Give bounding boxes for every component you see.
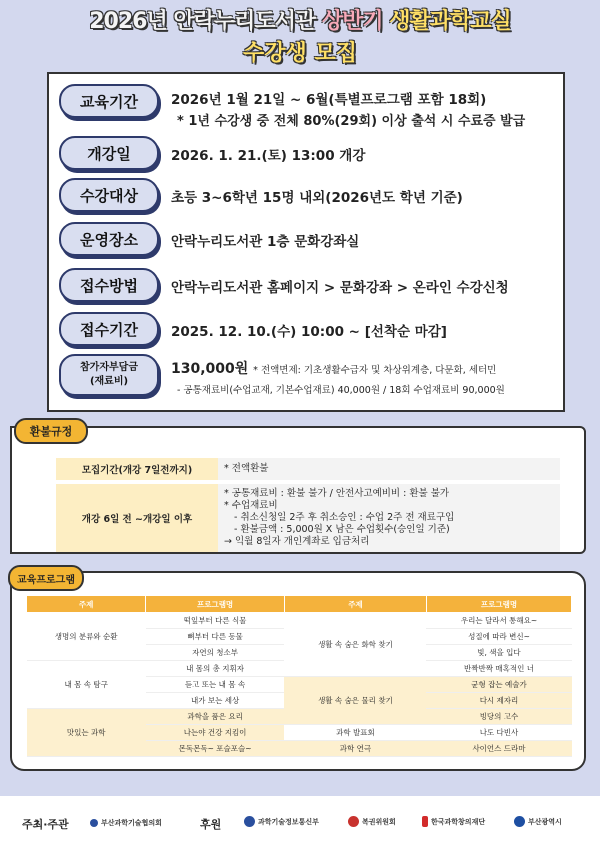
refund-tag: 환불규정 bbox=[14, 418, 88, 444]
refund-line: * 공통재료비 : 환불 불가 / 안전사고예비비 : 환불 불가 bbox=[224, 488, 450, 499]
program-cell: 듣고 또는 내 몸 속 bbox=[146, 677, 285, 693]
refund-line: - 취소신청일 2주 후 취소승인 : 수업 2주 전 재료구입 bbox=[234, 512, 455, 523]
sponsor-3 bbox=[422, 816, 485, 827]
header-program-2: 프로그램명 bbox=[426, 596, 571, 613]
sponsor-name: 한국과학창의재단 bbox=[431, 817, 486, 826]
program-cell: 사이언스 드라마 bbox=[426, 741, 571, 757]
program-cell: 빙당의 고수 bbox=[426, 709, 571, 725]
program-tag: 교육프로그램 bbox=[8, 565, 84, 591]
program-cell: 나도 다빈사 bbox=[426, 725, 571, 741]
info-value: 초등 3~6학년 15명 내외(2026년도 학년 기준) bbox=[171, 190, 463, 206]
refund-card bbox=[10, 426, 586, 554]
program-card bbox=[10, 571, 586, 771]
logo-icon bbox=[422, 816, 428, 827]
host-org-name: 부산과학기술협의회 bbox=[101, 819, 162, 827]
sponsor-name: 과학기술정보통신부 bbox=[258, 817, 319, 826]
program-cell: 나는야 건강 지킴이 bbox=[146, 725, 285, 741]
program-cell: 내 몸의 총 지휘자 bbox=[146, 661, 285, 677]
fee-exempt: * 전액면제: 기초생활수급자 및 차상위계층, 다문화, 세터민 bbox=[253, 365, 497, 376]
program-cell: 과학을 품은 요리 bbox=[146, 709, 285, 725]
logo-icon bbox=[514, 816, 525, 827]
sponsor-1 bbox=[244, 816, 319, 827]
info-note: * 1년 수강생 중 전체 80%(29회) 이상 출석 시 수료증 발급 bbox=[177, 114, 526, 129]
label-pill: 접수기간 bbox=[59, 312, 159, 346]
theme-cell: 과학 발표회 bbox=[284, 725, 426, 741]
fee-row bbox=[171, 358, 496, 378]
refund-table bbox=[56, 454, 560, 556]
theme-cell: 내 몸 속 탐구 bbox=[27, 661, 146, 709]
program-cell: 성질에 따라 변신~ bbox=[426, 629, 571, 645]
program-cell: 내가 보는 세상 bbox=[146, 693, 285, 709]
fee-label-sub: (재료비) bbox=[89, 376, 129, 387]
header-theme: 주제 bbox=[27, 596, 146, 613]
label-pill: 접수방법 bbox=[59, 268, 159, 302]
fee-amount: 130,000원 bbox=[171, 361, 249, 377]
poster-subtitle: 수강생 모집 bbox=[243, 41, 357, 66]
logo-icon bbox=[348, 816, 359, 827]
table-row bbox=[27, 613, 572, 629]
info-value: 안락누리도서관 홈페이지 > 문화강좌 > 온라인 수강신청 bbox=[171, 280, 509, 296]
program-cell: 자연의 청소부 bbox=[146, 645, 285, 661]
refund-line: * 수업재료비 bbox=[224, 500, 278, 511]
host-label: 주최·주관 bbox=[22, 818, 69, 831]
refund-label: 모집기간(개강 7일전까지) bbox=[56, 458, 218, 480]
title-part: 2026년 안락누리도서관 bbox=[89, 9, 322, 34]
refund-row bbox=[56, 458, 560, 480]
sponsor-2 bbox=[348, 816, 396, 827]
refund-line: - 환불금액 : 5,000원 X 남은 수업횟수(승인일 기준) bbox=[234, 524, 450, 535]
info-value: 안락누리도서관 1층 문화강좌실 bbox=[171, 234, 360, 250]
header-theme-2: 주제 bbox=[284, 596, 426, 613]
logo-icon bbox=[90, 819, 98, 827]
sponsor-4 bbox=[514, 816, 562, 827]
theme-cell: 생활 속 숨은 화학 찾기 bbox=[284, 613, 426, 677]
theme-cell: 생명의 분류와 순환 bbox=[27, 613, 146, 661]
logo-icon bbox=[244, 816, 255, 827]
info-card bbox=[47, 72, 565, 412]
fee-label: 참가자부담금 bbox=[80, 362, 138, 373]
refund-label: 개강 6일 전 ~개강일 이후 bbox=[56, 484, 218, 552]
program-cell: 반짝반짝 매혹적인 너 bbox=[426, 661, 571, 677]
theme-cell: 과학 연극 bbox=[284, 741, 426, 757]
program-cell: 빛, 색을 입다 bbox=[426, 645, 571, 661]
program-cell: 뼈부터 다른 동물 bbox=[146, 629, 285, 645]
refund-row bbox=[56, 484, 560, 552]
fee-detail: - 공통재료비(수업교재, 기본수업재료) 40,000원 / 18회 수업재료비 90,000원 bbox=[177, 385, 505, 396]
program-cell: 떡잎부터 다른 식물 bbox=[146, 613, 285, 629]
theme-cell: 생활 속 숨은 물리 찾기 bbox=[284, 677, 426, 725]
program-table bbox=[26, 595, 572, 757]
sponsor-name: 복권위원회 bbox=[362, 817, 396, 826]
program-cell: 우리는 달라서 통해요~ bbox=[426, 613, 571, 629]
label-pill: 운영장소 bbox=[59, 222, 159, 256]
label-pill: 개강일 bbox=[59, 136, 159, 170]
info-value: 2026. 1. 21.(토) 13:00 개강 bbox=[171, 148, 366, 164]
title-highlight-2: 생활과학교실 bbox=[382, 9, 511, 34]
sponsor-name: 부산광역시 bbox=[528, 817, 562, 826]
sponsor-label: 후원 bbox=[200, 818, 222, 831]
header-program: 프로그램명 bbox=[146, 596, 285, 613]
host-org bbox=[90, 818, 162, 828]
theme-cell: 맛있는 과학 bbox=[27, 709, 146, 757]
title-highlight: 상반기 bbox=[321, 9, 383, 34]
program-cell: 다시 제자리 bbox=[426, 693, 571, 709]
program-cell: 몬독몬독~ 포슬포슬~ bbox=[146, 741, 285, 757]
refund-value: * 전액환불 bbox=[218, 458, 560, 480]
program-header-row bbox=[27, 596, 572, 613]
refund-line: → 익월 8일자 개인계좌로 입금처리 bbox=[224, 536, 370, 547]
info-value: 2026년 1월 21일 ~ 6월(특별프로그램 포함 18회) bbox=[171, 92, 487, 108]
footer bbox=[0, 796, 600, 849]
label-pill bbox=[59, 354, 159, 396]
info-value: 2025. 12. 10.(수) 10:00 ~ [선착순 마감] bbox=[171, 324, 447, 340]
label-pill: 수강대상 bbox=[59, 178, 159, 212]
program-cell: 균형 잡는 예술가 bbox=[426, 677, 571, 693]
poster-title bbox=[0, 4, 600, 35]
label-pill: 교육기간 bbox=[59, 84, 159, 118]
refund-value bbox=[218, 484, 560, 552]
